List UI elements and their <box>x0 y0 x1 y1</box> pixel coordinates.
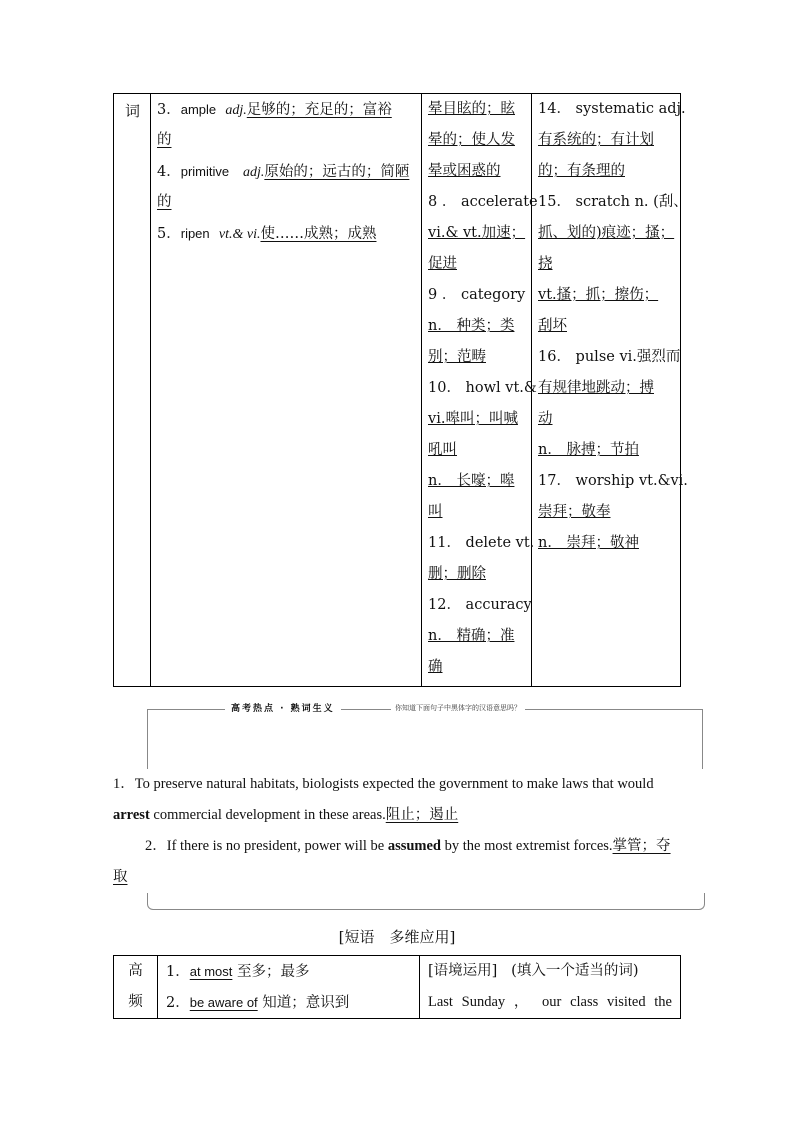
col3-line: 叫 <box>428 504 443 520</box>
vocab-column-3-lines <box>428 94 538 683</box>
col3-line: n． 种类；类 <box>428 318 515 334</box>
col4-line: 崇拜；敬奉 <box>538 504 611 520</box>
vocab-label-column <box>114 94 151 686</box>
col3-line: n． 精确；准 <box>428 628 515 644</box>
col4-line: n． 崇拜；敬神 <box>538 535 639 551</box>
context-usage <box>420 956 680 1018</box>
sentence-1: 1．To preserve natural habitats, biologists expected the government to make laws that would arrest commercial development in these areas.阻止；遏止 <box>113 776 654 823</box>
col3-line: 9 ． category <box>428 287 526 303</box>
context-heading: [语境运用] (填入一个适当的词) <box>428 963 639 979</box>
col4-line: 16． pulse vi.强烈而 <box>538 349 681 365</box>
section-title: [短语 多维应用] <box>338 928 456 946</box>
answer-2: 掌管；夺取 <box>113 838 671 885</box>
row-label: 词 <box>124 102 140 120</box>
banner-subtitle: 你知道下面句子中黑体字的汉语意思吗？ <box>391 703 525 713</box>
col3-line: 删；删除 <box>428 566 486 582</box>
col4-line: 刮坏 <box>538 318 567 334</box>
col4-line: 动 <box>538 411 553 427</box>
phrase-item-2: 2．be aware of 知道；意识到 <box>166 995 350 1011</box>
phrase-table <box>113 955 681 1019</box>
col4-line: 有规律地跳动；搏 <box>538 380 654 396</box>
vocab-table <box>113 93 688 687</box>
vocab-entry-3: 3．ample adj.足够的；充足的；富裕 的 <box>157 102 392 148</box>
vocab-entry-4: 4．primitive adj.原始的；远古的；简陋 的 <box>157 164 410 210</box>
col3-line: 别；范畴 <box>428 349 486 365</box>
col3-line: n． 长嚎；嗥 <box>428 473 515 489</box>
col4-line: 的；有条理的 <box>538 163 625 179</box>
phrase-label: 高 频 <box>114 956 158 1018</box>
col4-line: 挠 <box>538 256 553 272</box>
col3-line: 8 ． accelerate <box>428 194 538 210</box>
banner-title: 高考热点 · 熟词生义 <box>225 701 341 714</box>
sentence-2: 2．If there is no president, power will be assumed by the most extremist forces.掌管；夺取 <box>113 838 671 885</box>
col3-line: 10． howl vt.& <box>428 380 537 396</box>
vocab-column-4 <box>532 94 688 686</box>
col4-line: vt.搔；抓；擦伤； <box>538 287 659 303</box>
col4-line: n． 脉搏；节拍 <box>538 442 639 458</box>
col3-line: vi.& vt.加速； <box>428 225 526 241</box>
col4-line: 15． scratch n. (刮、 <box>538 194 688 210</box>
phrase-item-1: 1．at most 至多；最多 <box>166 964 310 980</box>
hot-topic-banner <box>147 704 703 769</box>
col3-line: 晕的；使人发 <box>428 132 515 148</box>
col4-line: 17． worship vt.&vi. <box>538 473 688 489</box>
col3-line: 吼叫 <box>428 442 457 458</box>
col3-line: 确 <box>428 659 443 675</box>
vocab-column-4-lines <box>538 94 688 559</box>
col4-line: 14． systematic adj. <box>538 101 686 117</box>
context-text: Last Sunday ， our class visited the <box>428 994 672 1010</box>
col4-line: 有系统的；有计划 <box>538 132 654 148</box>
vocab-entry-5: 5．ripen vt.& vi.使……成熟；成熟 <box>157 226 377 242</box>
phrase-list <box>158 956 420 1018</box>
col3-line: 促进 <box>428 256 457 272</box>
vocab-column-3 <box>422 94 538 686</box>
answer-1: 阻止；遏止 <box>385 807 459 823</box>
vocab-column-2 <box>151 94 422 686</box>
col3-line: 11． delete vt. <box>428 535 535 551</box>
col4-line: 抓、划的)痕迹；搔； <box>538 225 675 241</box>
col3-line: 晕目眩的；眩 <box>428 101 515 117</box>
col3-line: 12． accuracy <box>428 597 532 613</box>
banner-bottom-bracket <box>147 893 705 910</box>
col3-line: vi.嗥叫；叫喊 <box>428 411 518 427</box>
col3-line: 晕或困惑的 <box>428 163 501 179</box>
